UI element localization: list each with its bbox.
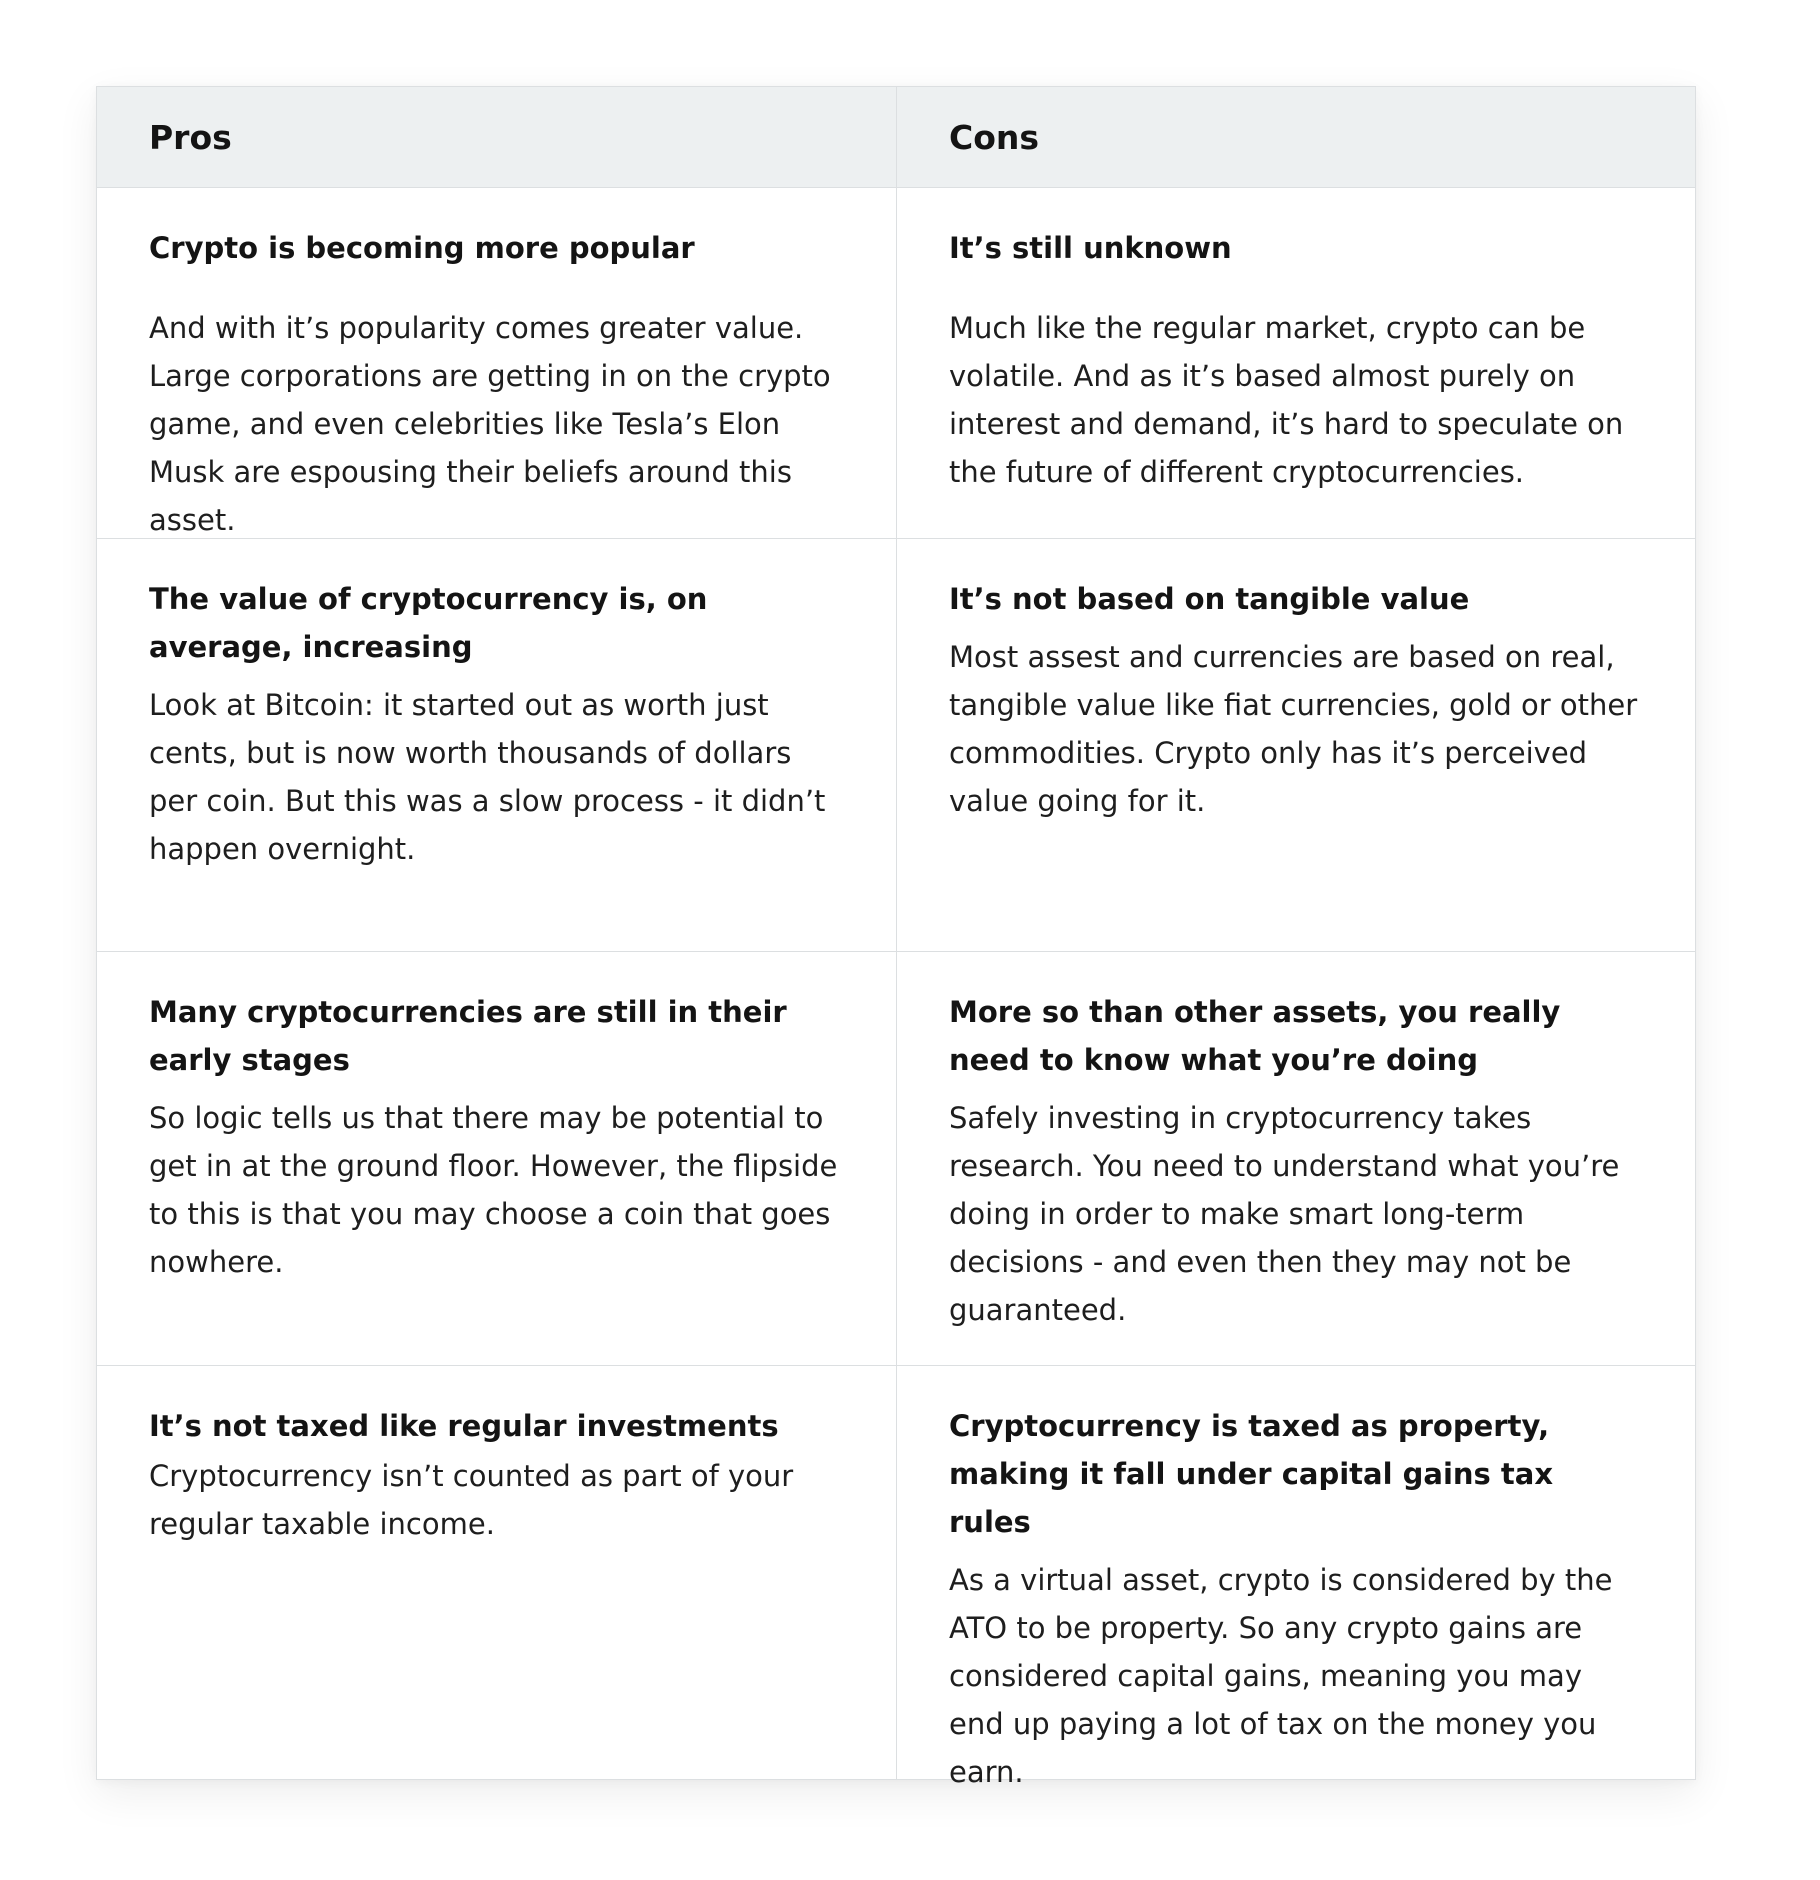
pro-title: Many cryptocurrencies are still in their early stages — [149, 995, 787, 1077]
pro-cell — [97, 539, 896, 951]
con-cell — [896, 1366, 1695, 1789]
con-title: It’s not based on tangible value — [949, 582, 1470, 616]
pro-cell — [97, 188, 896, 538]
pros-cons-table — [96, 86, 1696, 1789]
pro-body: Look at Bitcoin: it started out as worth just cents, but is now worth thousands of dollars per coin. But this was a slow process - it didn’t happen overnight. — [149, 688, 826, 866]
table-row — [97, 538, 1695, 951]
pro-body: Cryptocurrency isn’t counted as part of your regular taxable income. — [149, 1459, 794, 1541]
table-row — [97, 951, 1695, 1365]
pros-header-cell — [97, 87, 896, 187]
con-title: It’s still unknown — [949, 231, 1232, 265]
pros-header: Pros — [149, 117, 232, 157]
pro-title: It’s not taxed like regular investments — [149, 1409, 779, 1443]
con-cell — [896, 952, 1695, 1365]
cons-header: Cons — [949, 117, 1040, 157]
table-row — [97, 1365, 1695, 1789]
con-cell — [896, 539, 1695, 951]
con-body: As a virtual asset, crypto is considered by the ATO to be property. So any crypto gains are considered capital gains, meaning you may end up paying a lot of tax on the money you earn. — [949, 1563, 1613, 1789]
pro-body: So logic tells us that there may be potential to get in at the ground floor. However, the flipside to this is that you may choose a coin that goes nowhere. — [149, 1101, 838, 1279]
pro-body: And with it’s popularity comes greater value. Large corporations are getting in on the crypto game, and even celebrities like Tesla’s Elon Musk are espousing their beliefs around this asset. — [149, 311, 831, 537]
cons-header-cell — [896, 87, 1695, 187]
table-header-row — [97, 87, 1695, 187]
con-title: More so than other assets, you really need to know what you’re doing — [949, 995, 1561, 1077]
con-body: Much like the regular market, crypto can be volatile. And as it’s based almost purely on interest and demand, it’s hard to speculate on the future of different cryptocurrencies. — [949, 311, 1624, 489]
con-body: Most assest and currencies are based on real, tangible value like fiat currencies, gold or other commodities. Crypto only has it’s perceived value going for it. — [949, 640, 1638, 818]
pro-title: Crypto is becoming more popular — [149, 231, 695, 265]
con-body: Safely investing in cryptocurrency takes research. You need to understand what you’re doing in order to make smart long-term decisions - and even then they may not be guaranteed. — [949, 1101, 1620, 1327]
pro-cell — [97, 1366, 896, 1779]
con-title: Cryptocurrency is taxed as property, making it fall under capital gains tax rules — [949, 1409, 1554, 1539]
pro-cell — [97, 952, 896, 1365]
table-row — [97, 187, 1695, 538]
pro-title: The value of cryptocurrency is, on average, increasing — [149, 582, 708, 664]
con-cell — [896, 188, 1695, 538]
